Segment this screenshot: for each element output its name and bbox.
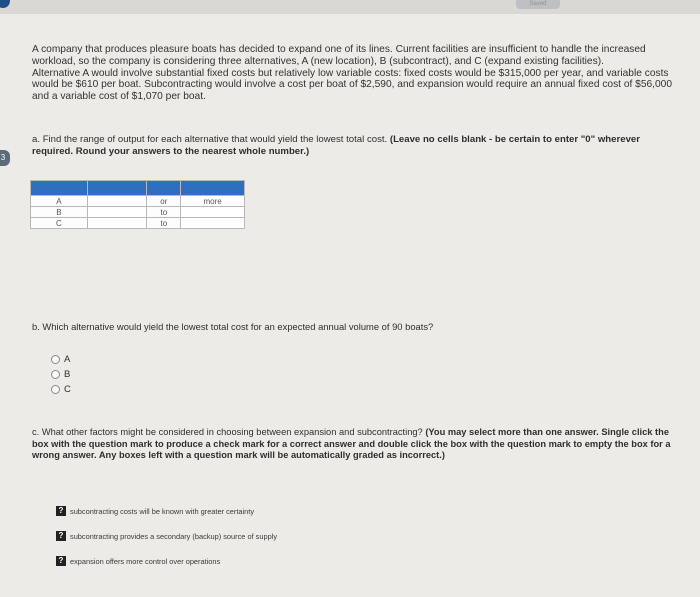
radio-button[interactable] — [51, 370, 60, 379]
radio-button[interactable] — [51, 355, 60, 364]
part-a-question — [32, 134, 674, 158]
choice-item[interactable] — [56, 505, 277, 517]
option-a[interactable] — [51, 352, 71, 367]
top-bar — [0, 0, 700, 14]
problem-paragraph-1: A company that produces pleasure boats has decided to expand one of its lines. Current facilities are insufficient to handle the increased workload, so the company is considering three alternatives, A (new location), B (subcontract), and C (expand existing facilities). — [32, 44, 646, 67]
choice-label: expansion offers more control over operations — [70, 556, 221, 566]
question-mark-checkbox-icon[interactable]: ? — [56, 556, 66, 566]
range-start-input-c[interactable] — [87, 218, 147, 229]
choice-item[interactable] — [56, 555, 277, 567]
row-separator: to — [147, 207, 181, 218]
problem-statement — [32, 44, 674, 103]
range-end-cell-a: more — [181, 196, 245, 207]
row-separator: or — [147, 196, 181, 207]
option-label: A — [64, 354, 71, 365]
choice-label: subcontracting costs will be known with greater certainty — [70, 506, 255, 516]
option-label: C — [64, 384, 71, 395]
part-b-options — [51, 352, 71, 397]
answer-table — [30, 180, 245, 229]
saved-badge: Saved — [516, 0, 560, 9]
row-label: A — [31, 196, 88, 207]
part-c-instruction: (You may select more than one answer. Single click the box with the question mark to produce a check mark for a correct answer and double click the box with the question mark to empty the box for a wrong answer. Any boxes left with a question mark will be automatically graded as incorrect.) — [32, 427, 671, 461]
choice-item[interactable] — [56, 530, 277, 542]
question-mark-checkbox-icon[interactable]: ? — [56, 506, 66, 516]
part-a-instruction: (Leave no cells blank - be certain to enter "0" wherever required. Round your answers to the nearest whole number.) — [32, 134, 640, 157]
answer-table-header — [31, 181, 245, 196]
range-end-input-c[interactable] — [181, 218, 245, 229]
problem-paragraph-2: Alternative A would involve substantial fixed costs but relatively low variable costs: fixed costs would be $315,000 per year, and variable costs would be $610 per boat. Subcontracting would involve a cost per boat of $2,590, and expansion would require an annual fixed cost of $56,000 and a variable cost of $1,070 per boat. — [32, 67, 672, 103]
part-a-text: Find the range of output for each alternative that would yield the lowest total cost. — [42, 134, 388, 145]
row-label: B — [31, 207, 88, 218]
row-label: C — [31, 218, 88, 229]
question-number-tab[interactable]: 3 — [0, 150, 10, 166]
table-row-b — [31, 207, 245, 218]
row-separator: to — [147, 218, 181, 229]
part-c-text: c. What other factors might be considered in choosing between expansion and subcontracting? — [32, 427, 423, 437]
table-row-c — [31, 218, 245, 229]
question-mark-checkbox-icon[interactable]: ? — [56, 531, 66, 541]
option-b[interactable] — [51, 367, 71, 382]
range-end-input-b[interactable] — [181, 207, 245, 218]
table-row-a — [31, 196, 245, 207]
radio-button[interactable] — [51, 385, 60, 394]
range-start-input-a[interactable] — [87, 196, 147, 207]
choice-label: subcontracting provides a secondary (backup) source of supply — [70, 531, 278, 541]
part-a-prefix: a. — [32, 134, 41, 145]
part-c-question — [32, 427, 674, 462]
part-c-choices — [56, 505, 277, 580]
option-label: B — [64, 369, 71, 380]
part-b-question: b. Which alternative would yield the lowest total cost for an expected annual volume of 90 boats? — [32, 321, 434, 332]
option-c[interactable] — [51, 382, 71, 397]
range-start-input-b[interactable] — [87, 207, 147, 218]
